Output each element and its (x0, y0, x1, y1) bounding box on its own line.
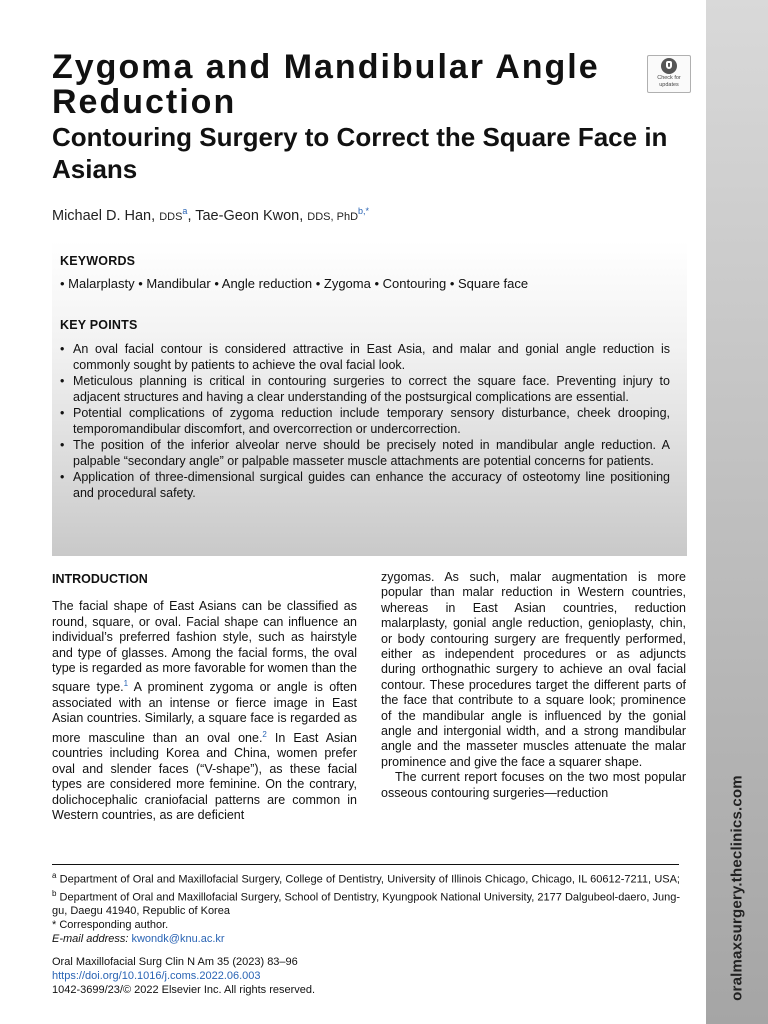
author-2-degree: DDS, PhD (307, 210, 359, 223)
key-point-item: • Potential complications of zygoma reduction include temporary sensory disturbance, cheek drooping, temporomandibular discomfort, and overcorrection or undercorrection. (60, 406, 670, 437)
copyright-line: 1042-3699/23/© 2022 Elsevier Inc. All rights reserved. (52, 984, 316, 996)
key-points-list (60, 342, 670, 502)
key-point-item: • The position of the inferior alveolar nerve should be precisely noted in mandibular angle reduction. A palpable “secondary angle” or palpable masseter muscle attachments are potential concerns for patients. (60, 438, 670, 469)
body-column-left (52, 570, 357, 823)
check-label-2: updates (659, 82, 679, 88)
keywords-heading: KEYWORDS (60, 254, 136, 268)
email-link[interactable]: kwondk@knu.ac.kr (131, 933, 225, 946)
email-line (52, 932, 680, 946)
keywords-list: • Malarplasty • Mandibular • Angle reduction • Zygoma • Contouring • Square face (60, 276, 529, 291)
author-1-affil-link[interactable]: a (182, 206, 188, 216)
author-2-name: , Tae-Geon Kwon, (187, 207, 304, 224)
key-point-item: • Meticulous planning is critical in contouring surgeries to correct the square face. Preventing injury to adjacent structures and having a clear understanding of the postsurgical complications are essential. (60, 374, 670, 405)
article-subtitle: Contouring Surgery to Correct the Square Face in Asians (52, 122, 668, 184)
check-label-1: Check for (657, 75, 681, 81)
author-2-affil-link[interactable]: b,* (358, 206, 370, 216)
affiliation-text: $^a$ Department of Oral and Maxillofacial Surgery, College of Dentistry, University of Illinois Chicago, Chicago, IL 60612-7211, USA; $^b$ Department of Oral and Maxillofacial Surgery, School of Dentistry, Kyungpook National University, 2177 Dalgubeol-daero, Jung-gu, Daegu 41940, Republic of Korea (52, 871, 680, 918)
corresponding-author-note: * Corresponding author. (52, 919, 169, 932)
body-paragraph: zygomas. As such, malar augmentation is more popular than malar reduction in Western countries, whereas in East Asian countries, reduction malarplasty, gonial angle reduction, genioplasty, chin, or body contouring surgery are frequently performed, either as independent procedures or as adjuncts during orthognathic surgery to achieve an oval facial contour. These procedures target the different parts of the face that contribute to a square look; prominence of the mandibular angle is influenced by the gonial angle and intergonial width, and a strong mandibular angle and the masseter muscles attenuate the malar prominence and give the face a squarer shape. (381, 570, 686, 769)
body-column-right (381, 570, 686, 801)
bookmark-check-icon (661, 58, 677, 74)
citation-block (52, 955, 452, 997)
key-point-item: • Application of three-dimensional surgical guides can enhance the accuracy of osteotomy line positioning and procedural safety. (60, 470, 670, 501)
introduction-heading: INTRODUCTION (52, 572, 148, 586)
doi-link[interactable]: https://doi.org/10.1016/j.coms.2022.06.003 (52, 970, 261, 982)
reference-link[interactable]: 2 (262, 729, 267, 739)
journal-url-vertical[interactable]: oralmaxsurgery.theclinics.com (728, 775, 746, 1001)
author-1-name: Michael D. Han, (52, 207, 156, 224)
affiliations-footnote (52, 869, 680, 946)
check-for-updates-button[interactable] (647, 55, 691, 93)
reference-link[interactable]: 1 (123, 679, 129, 689)
author-line (52, 206, 652, 224)
keywords-keypoints-box (52, 241, 687, 556)
footnote-divider (52, 864, 679, 865)
article-title: Zygoma and Mandibular Angle Reduction (52, 48, 600, 121)
email-label: E-mail address: (52, 933, 129, 946)
key-point-item: • An oval facial contour is considered attractive in East Asia, and malar and gonial angle reduction is commonly sought by patients to achieve the oval facial look. (60, 342, 670, 373)
author-1-degree: DDS (159, 210, 183, 223)
body-paragraph: The facial shape of East Asians can be classified as round, square, or oval. Facial shape can influence an individual’s preferred fashion style, such as hairstyle and type of glasses. Among the facial forms, the oval type is regarded as more favorable for women than the square type.$^1$ A prominent zygoma or angle is often associated with an intense or fierce image in East Asian countries. Similarly, a square face is regarded as more masculine than an oval one.$^2$ In East Asian countries including Korea and China, women prefer oval and slender faces (“V-shape”), as these facial types are considered more feminine. On the contrary, dolichocephalic craniofacial patterns are common in Western countries, as are deficient (52, 599, 357, 822)
key-points-heading: KEY POINTS (60, 318, 138, 332)
corresponding-star-link[interactable]: * (365, 206, 370, 216)
body-paragraph: The current report focuses on the two most popular osseous contouring surgeries—reduction (381, 770, 686, 800)
journal-citation: Oral Maxillofacial Surg Clin N Am 35 (2023) 83–96 (52, 956, 298, 968)
